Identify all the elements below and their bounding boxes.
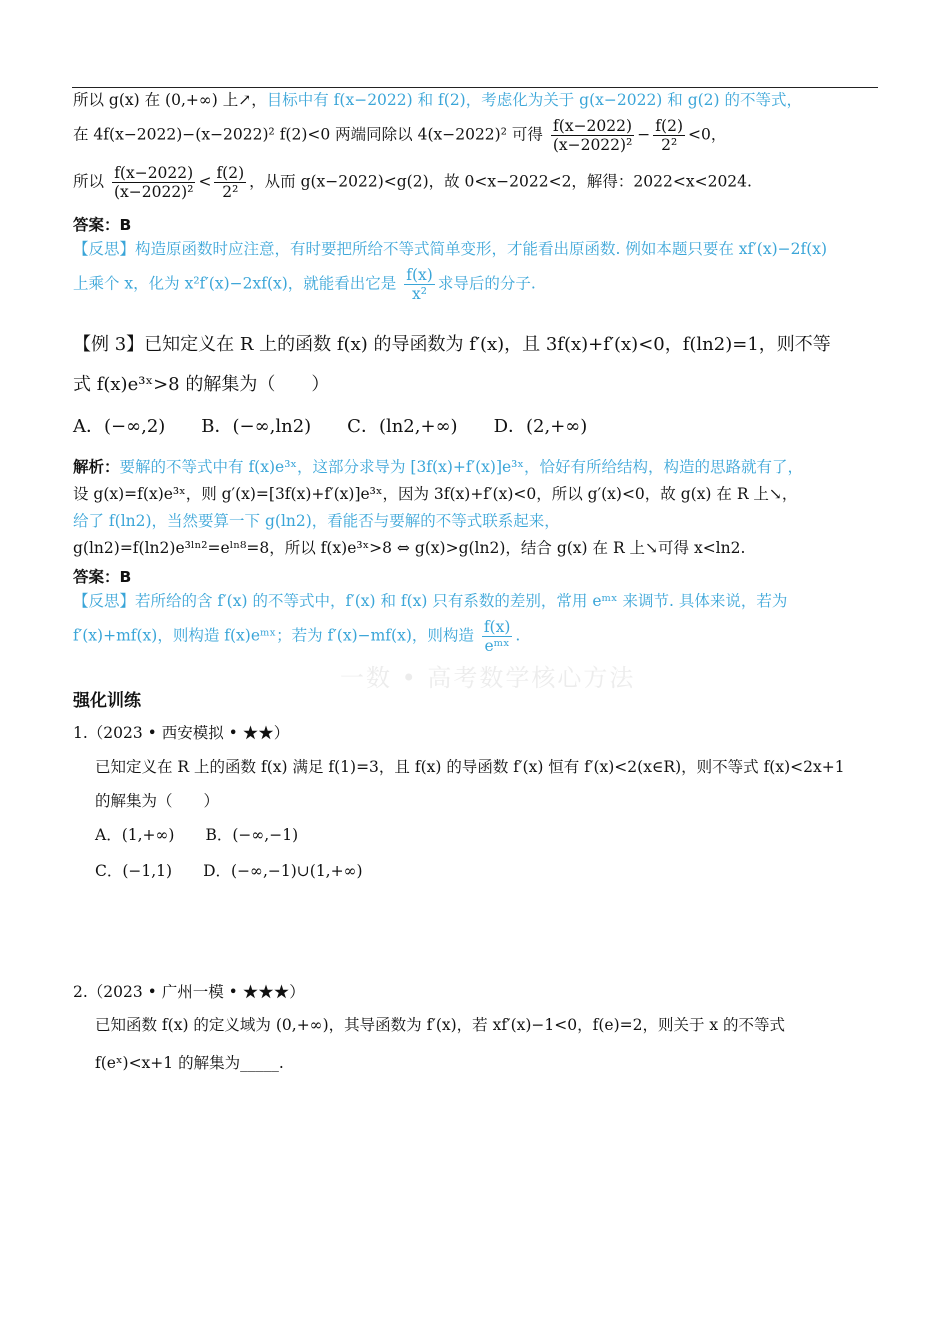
header-rule bbox=[72, 87, 878, 88]
reflection-line-2: 上乘个 x，化为 x²f′(x)−2xf(x)，就能看出它是 $\frac{f(x)}{\text{x²}}$ 求导后的分子. bbox=[73, 266, 536, 303]
reflection-line-1: 【反思】构造原函数时应注意，有时要把所给不等式简单变形，才能看出原函数. 例如本题只要在 xf′(x)−2f(x) bbox=[73, 240, 828, 258]
question-1-line-2: 的解集为（ ） bbox=[95, 792, 220, 810]
top-line-1-text: 所以 g(x) 在 (0,+∞) 上↗， bbox=[73, 91, 267, 109]
solution-line-1: 解析：要解的不等式中有 f(x)e³ˣ，这部分求导为 [3f(x)+f′(x)]e³ˣ，恰好有所给结构，构造的思路就有了， bbox=[73, 458, 803, 476]
top-line-2: 在 4f(x−2022)−(x−2022)² f(2)<0 两端同除以 4(x−2022)² 可得 $\frac{f(x-2022)}{\text{(x−2022)²}}$ − $\frac{f(2)}{\text{2²}}$ <0， bbox=[73, 117, 727, 154]
example-3-options: A．(−∞,2) B．(−∞,ln2) C．(ln2,+∞) D．(2,+∞) bbox=[73, 416, 588, 437]
top-line-1 bbox=[73, 89, 802, 111]
fraction: $\frac{f(x-2022)}{\text{(x−2022)²}}$ bbox=[113, 164, 194, 201]
question-2-header: 2.（2023 • 广州一模 • ★★★） bbox=[73, 983, 305, 1001]
fraction: $\frac{f(x)}{\text{eᵐˣ}}$ bbox=[483, 618, 511, 655]
solution-line-3: 给了 f(ln2)，当然要算一下 g(ln2)，看能否与要解的不等式联系起来， bbox=[73, 512, 560, 530]
solution-line-4: g(ln2)=f(ln2)e³ˡⁿ²=eˡⁿ⁸=8，所以 f(x)e³ˣ>8 ⇔ g(x)>g(ln2)，结合 g(x) 在 R 上↘可得 x<ln2. bbox=[73, 539, 746, 557]
top-line-3: 所以 $\frac{f(x-2022)}{\text{(x−2022)²}}$ < $\frac{f(2)}{\text{2²}}$ ，从而 g(x−2022)<g(2)，故 0<x−2022<2，解得：2022<x<2024. bbox=[73, 164, 752, 201]
top-line-1-note: 目标中有 f(x−2022) 和 f(2)，考虑化为关于 g(x−2022) 和 g(2) 的不等式， bbox=[266, 91, 803, 109]
fraction: $\frac{f(x-2022)}{\text{(x−2022)²}}$ bbox=[552, 117, 633, 154]
fraction: $\frac{f(2)}{\text{2²}}$ bbox=[216, 164, 245, 201]
question-1-line-1: 已知定义在 R 上的函数 f(x) 满足 f(1)=3，且 f(x) 的导函数 f′(x) 恒有 f′(x)<2(x∈R)，则不等式 f(x)<2x+1 bbox=[95, 758, 845, 776]
solution-line-2: 设 g(x)=f(x)e³ˣ，则 g′(x)=[3f(x)+f′(x)]e³ˣ，因为 3f(x)+f′(x)<0，所以 g′(x)<0，故 g(x) 在 R 上↘， bbox=[73, 485, 798, 503]
reflection-line-1: 【反思】若所给的含 f′(x) 的不等式中，f′(x) 和 f(x) 只有系数的差别，常用 eᵐˣ 来调节. 具体来说，若为 bbox=[73, 592, 788, 610]
question-1-options-ab: A．(1,+∞) B．(−∞,−1) bbox=[95, 826, 299, 844]
fraction: $\frac{f(x)}{\text{x²}}$ bbox=[406, 266, 433, 303]
answer-label: 答案：B bbox=[73, 216, 132, 234]
question-1-options-cd: C．(−1,1) D．(−∞,−1)∪(1,+∞) bbox=[95, 862, 363, 880]
question-1-header: 1.（2023 • 西安模拟 • ★★） bbox=[73, 724, 290, 742]
answer-label: 答案：B bbox=[73, 568, 132, 586]
fraction: $\frac{f(2)}{\text{2²}}$ bbox=[655, 117, 683, 154]
question-2-line-1: 已知函数 f(x) 的定义域为 (0,+∞)，其导函数为 f′(x)，若 xf′(x)−1<0，f(e)=2，则关于 x 的不等式 bbox=[95, 1016, 786, 1034]
watermark: 一数 • 高考数学核心方法 bbox=[340, 664, 636, 692]
reflection-line-2: f′(x)+mf(x)，则构造 f(x)eᵐˣ；若为 f′(x)−mf(x)，则构造 $\frac{f(x)}{\text{eᵐˣ}}$ . bbox=[73, 618, 521, 655]
section-heading: 强化训练 bbox=[73, 691, 141, 711]
solution-label: 解析： bbox=[73, 458, 120, 476]
example-3-line-1: 【例 3】已知定义在 R 上的函数 f(x) 的导函数为 f′(x)，且 3f(x)+f′(x)<0，f(ln2)=1，则不等 bbox=[73, 334, 831, 355]
example-3-line-2: 式 f(x)e³ˣ>8 的解集为（ ） bbox=[73, 374, 330, 395]
question-2-line-2: f(eˣ)<x+1 的解集为_____. bbox=[95, 1054, 284, 1072]
top-line-2-text: 在 4f(x−2022)−(x−2022)² f(2)<0 两端同除以 4(x−2022)² 可得 bbox=[73, 125, 543, 144]
